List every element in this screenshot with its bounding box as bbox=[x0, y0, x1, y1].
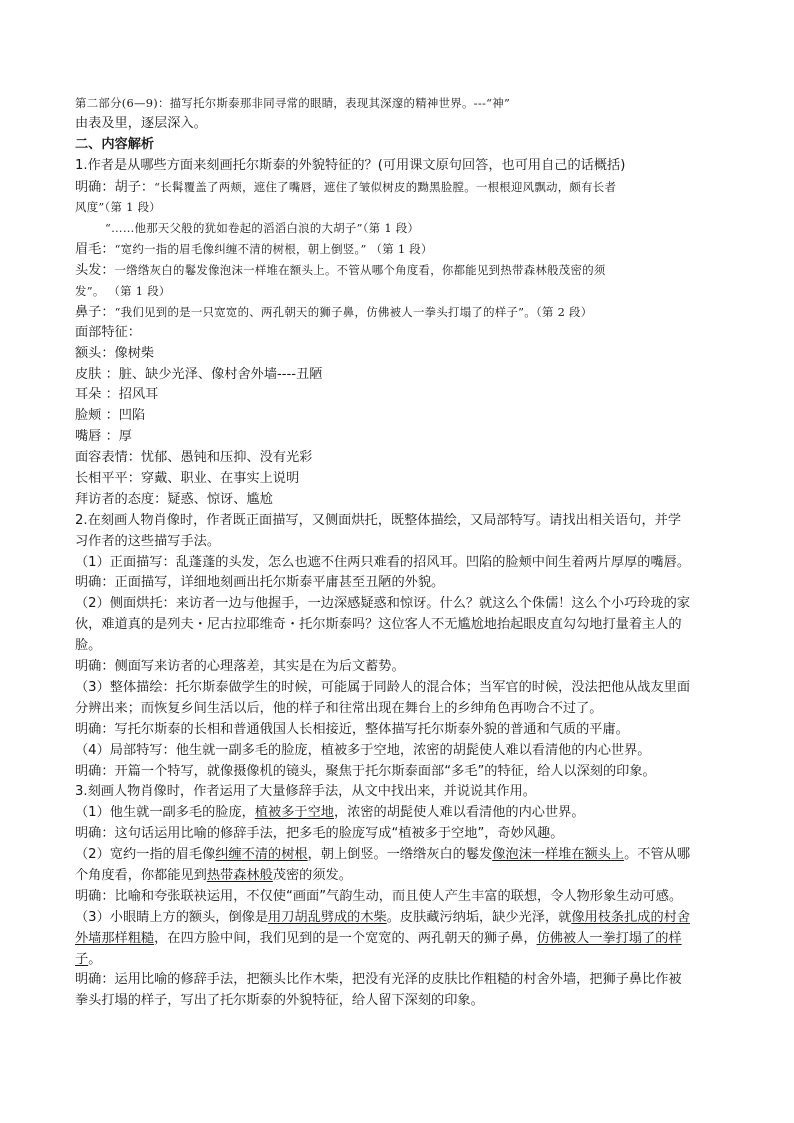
rhetoric-item-2-cont-end: 茂密的须发。 bbox=[272, 867, 352, 883]
document-page bbox=[75, 93, 725, 1012]
underlined-phrase: 外墙那样粗糙 bbox=[75, 930, 155, 946]
structure-note: 由表及里，逐层深入。 bbox=[75, 115, 207, 131]
rhetoric-item-3-text-mid: 。皮肤藏污纳垢，缺少光泽，就 bbox=[386, 909, 572, 925]
feature-ears: 耳朵 ：招风耳 bbox=[75, 387, 159, 403]
feature-ordinary-looks: 长相平平：穿戴、职业、在事实上说明 bbox=[75, 471, 300, 487]
rhetoric-item-3-cont-text: ，在四方脸中间，我们见到的是一个宽宽的、两孔朝天的狮子鼻， bbox=[154, 930, 537, 946]
underlined-phrase: 像用枝条扎成的村舍 bbox=[571, 909, 691, 925]
rhetoric-item-2-text: （2）宽约一指的眉毛像 bbox=[75, 847, 216, 863]
answer-beard-label: 明确：胡子： bbox=[75, 179, 155, 195]
question-1: 1.作者是从哪些方面来刻画托尔斯泰的外貌特征的？(可用课文原句回答，也可用自己的话概括) bbox=[75, 157, 626, 173]
rhetoric-item-2 bbox=[75, 845, 725, 866]
answer-hair-quote: 一绺绺灰白的鬈发像泡沫一样堆在额头上。不管从哪个角度看，你都能见到热带森林般茂密的须 bbox=[114, 263, 606, 278]
feature-skin: 皮肤 ：脏、缺少光泽、像村舍外墙----丑陋 bbox=[75, 366, 323, 382]
question-2-cont: 习作者的这些描写手法。 bbox=[75, 533, 221, 549]
answer-direct-description: 明确：正面描写，详细地刻画出托尔斯泰平庸甚至丑陋的外貌。 bbox=[75, 575, 445, 591]
answer-beard-quote: “长髯覆盖了两颊，遮住了嘴唇，遮住了皱似树皮的黝黑脸膛。一根根迎风飘动，颇有长者 bbox=[154, 179, 617, 194]
rhetoric-item-3-cont bbox=[75, 929, 725, 950]
item-overall-description-cont: 分辨出来；而恢复乡间生活以后，他的样子和往常出现在舞台上的乡绅角色再吻合不过了。 bbox=[75, 700, 603, 716]
item-overall-description: （3）整体描绘：托尔斯泰做学生的时候，可能属于同龄人的混合体；当军官的时候，没法把他从战友里面 bbox=[75, 679, 691, 695]
underlined-phrase: 用刀胡乱劈成的木柴 bbox=[268, 909, 387, 925]
question-2: 2.在刻画人物肖像时，作者既正面描写，又侧面烘托，既整体描绘，又局部特写。请找出相关语句，并学 bbox=[75, 512, 682, 528]
answer-hair-cont: 发”。 （第 1 段） bbox=[75, 284, 171, 299]
facial-features-heading: 面部特征： bbox=[75, 324, 141, 340]
underlined-phrase: 植被多于空地 bbox=[254, 805, 334, 821]
item-side-contrast-end: 脸。 bbox=[75, 638, 102, 654]
item-side-contrast-cont: 伙，难道真的是列夫・尼古拉耶维奇・托尔斯泰吗？这位客人不无尴尬地抬起眼皮直勾勾地打量着主人的 bbox=[75, 617, 682, 633]
rhetoric-item-2-cont bbox=[75, 866, 725, 887]
visitor-attitude: 拜访者的态度：疑惑、惊讶、尴尬 bbox=[75, 491, 273, 507]
rhetoric-item-3 bbox=[75, 908, 725, 929]
underlined-phrase: 热带森林般 bbox=[206, 867, 273, 883]
rhetoric-item-1-text-end: ，浓密的胡髭使人难以看清他的内心世界。 bbox=[333, 805, 585, 821]
feature-expression: 面容表情：忧郁、愚钝和压抑、没有光彩 bbox=[75, 450, 313, 466]
underlined-phrase: 纠缠不清的树根 bbox=[215, 847, 308, 863]
feature-cheeks: 脸颊 ：凹陷 bbox=[75, 408, 146, 424]
answer-eyebrows bbox=[75, 239, 725, 260]
underlined-phrase: 像泡沫一样堆在额头上 bbox=[492, 847, 625, 863]
rhetoric-answer-1: 明确：这句话运用比喻的修辞手法，把多毛的脸庞写成“植被多于空地”，奇妙风趣。 bbox=[75, 826, 564, 842]
rhetoric-item-1-text: （1）他生就一副多毛的脸庞， bbox=[75, 805, 255, 821]
answer-eyebrows-label: 眉毛： bbox=[75, 242, 115, 258]
answer-hair-label: 头发： bbox=[75, 263, 115, 279]
answer-beard bbox=[75, 177, 725, 198]
part-two-summary: 第二部分(6—9)：描写托尔斯泰那非同寻常的眼睛，表现其深邃的精神世界。---“神” bbox=[75, 96, 511, 110]
rhetoric-item-3-end-punct: 。 bbox=[88, 951, 102, 967]
rhetoric-answer-3-cont: 拳头打塌的样子，写出了托尔斯泰的外貌特征，给人留下深刻的印象。 bbox=[75, 993, 484, 1009]
rhetoric-answer-2: 明确：比喻和夸张联袂运用，不仅使“画面”气韵生动，而且使人产生丰富的联想，令人物形象生动可感。 bbox=[75, 888, 683, 904]
feature-lips: 嘴唇 ：厚 bbox=[75, 429, 132, 445]
rhetoric-answer-3: 明确：运用比喻的修辞手法，把额头比作木柴，把没有光泽的皮肤比作粗糙的村舍外墙，把狮子鼻比作被 bbox=[75, 972, 682, 988]
feature-forehead: 额头：像树柴 bbox=[75, 345, 155, 361]
section-heading-content-analysis: 二、内容解析 bbox=[75, 136, 155, 152]
rhetoric-item-2-text-mid: ，朝上倒竖。一绺绺灰白的鬈发 bbox=[307, 847, 493, 863]
answer-closeup: 明确：开篇一个特写，就像摄像机的镜头，聚焦于托尔斯泰面部“多毛”的特征，给人以深刻的印象。 bbox=[75, 763, 656, 779]
answer-eyebrows-quote: “宽约一指的眉毛像纠缠不清的树根，朝上倒竖。” （第 1 段） bbox=[114, 242, 433, 257]
answer-hair bbox=[75, 260, 725, 281]
question-3: 3.刻画人物肖像时，作者运用了大量修辞手法，从文中找出来，并说说其作用。 bbox=[75, 784, 536, 800]
answer-nose bbox=[75, 302, 725, 323]
answer-overall-description: 明确：写托尔斯泰的长相和普通俄国人长相接近，整体描写托尔斯泰外貌的普通和气质的平庸。 bbox=[75, 721, 629, 737]
item-side-contrast: （2）侧面烘托：来访者一边与他握手，一边深感疑惑和惊讶。什么？就这么个侏儒！这么个小巧玲珑的家 bbox=[75, 596, 691, 612]
answer-beard-quote-2: “……他那天父般的犹如卷起的滔滔白浪的大胡子”（第 1 段） bbox=[105, 221, 420, 236]
answer-nose-quote: “我们见到的是一只宽宽的、两孔朝天的狮子鼻，仿佛被人一拳头打塌了的样子”。（第 2 段） bbox=[114, 304, 593, 319]
underlined-phrase: 仿佛被人一拳打塌了的样 bbox=[536, 930, 682, 946]
rhetoric-item-2-text-end: 。不管从哪 bbox=[624, 847, 691, 863]
answer-beard-cont: 风度”（第 1 段） bbox=[75, 200, 161, 215]
item-direct-description: （1）正面描写：乱蓬蓬的头发，怎么也遮不住两只难看的招风耳。凹陷的脸颊中间生着两片厚厚的嘴唇。 bbox=[75, 554, 691, 570]
answer-nose-label: 鼻子： bbox=[75, 304, 115, 320]
item-closeup: （4）局部特写：他生就一副多毛的脸庞，植被多于空地，浓密的胡髭使人难以看清他的内心世界。 bbox=[75, 742, 651, 758]
rhetoric-item-3-text: （3）小眼睛上方的额头，倒像是 bbox=[75, 909, 269, 925]
rhetoric-item-3-end bbox=[75, 950, 725, 971]
answer-side-contrast: 明确：侧面写来访者的心理落差，其实是在为后文蓄势。 bbox=[75, 659, 405, 675]
rhetoric-item-2-cont-text: 个角度看，你都能见到 bbox=[75, 867, 207, 883]
rhetoric-item-1 bbox=[75, 803, 725, 824]
underlined-phrase: 子 bbox=[75, 951, 89, 967]
